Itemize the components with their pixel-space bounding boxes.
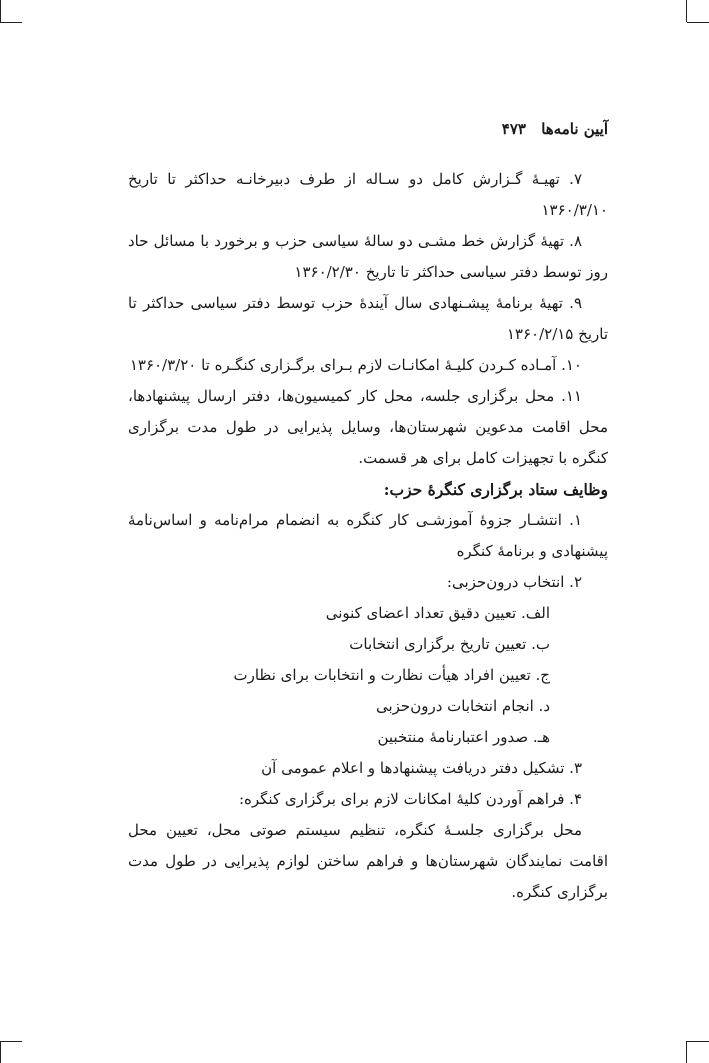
body-text — [128, 164, 608, 908]
section-subitem-e: هـ. صدور اعتبارنامهٔ منتخبین — [377, 728, 550, 746]
crop-mark — [686, 0, 687, 22]
crop-mark — [0, 0, 1, 22]
section-subitem-d: د. انجام انتخابات درون‌حزبی — [375, 697, 550, 715]
list-item-9: ۹. تهیهٔ برنامهٔ پیشـنهادی سال آیندهٔ حزب توسط دفتر سیاسی حداکثر تا تاریخ ۱۳۶۰/۲/۱۵ — [128, 294, 608, 343]
crop-mark — [0, 1041, 22, 1042]
book-page — [128, 0, 608, 1063]
crop-mark — [686, 1041, 687, 1063]
list-item-7: ۷. تهیـهٔ گـزارش کامل دو سـاله از طرف دبیرخانـه حداکثر تا تاریخ ۱۳۶۰/۳/۱۰ — [128, 170, 608, 219]
running-head — [502, 120, 608, 138]
section-item-4-detail: محل برگزاری جلسـهٔ کنگره، تنظیم سیستم صوتی محل، تعیین محل اقامت نمایندگان شهرستان‌ها و فراهم ساختن لوازم پذیرایی در طول مدت برگزاری کنگره. — [128, 821, 608, 901]
section-subitem-c: ج. تعیین افراد هیأت نظارت و انتخابات برای نظارت — [233, 666, 550, 684]
section-subitem-b: ب. تعیین تاریخ برگزاری انتخابات — [349, 635, 550, 653]
section-item-4: ۴. فراهم آوردن کلیهٔ امکانات لازم برای برگزاری کنگره: — [238, 790, 582, 808]
list-item-11: ۱۱. محل برگزاری جلسه، محل کار کمیسیون‌ها، دفتر ارسال پیشنهادها، محل اقامت مدعوین شهرستان‌ها، وسایل پذیرایی در طول مدت برگزاری کنگره با تجهیزات کامل برای هر قسمت. — [128, 387, 608, 467]
section-item-2: ۲. انتخاب درون‌حزبی: — [446, 573, 582, 591]
crop-mark — [687, 1041, 709, 1042]
section-subitem-a: الف. تعیین دقیق تعداد اعضای کنونی — [325, 604, 550, 622]
crop-mark — [0, 1041, 1, 1063]
section-heading: وظایف ستاد برگزاری کنگرهٔ حزب: — [383, 480, 608, 499]
section-item-3: ۳. تشکیل دفتر دریافت پیشنهادها و اعلام عمومی آن — [261, 759, 582, 777]
section-item-1: ۱. انتشـار جزوهٔ آموزشـی کار کنگره به انضمام مرام‌نامه و اساس‌نامهٔ پیشنهادی و برنامهٔ کنگره — [128, 511, 608, 560]
crop-mark — [687, 22, 709, 23]
list-item-8: ۸. تهیهٔ گزارش خط مشـی دو سالهٔ سیاسی حزب و برخورد با مسائل حاد روز توسط دفتر سیاسی حداکثر تا تاریخ ۱۳۶۰/۲/۳۰ — [128, 232, 608, 281]
crop-mark — [0, 22, 22, 23]
page-number: ۴۷۳ — [501, 120, 526, 138]
list-item-10: ۱۰. آمـاده کـردن کلیـهٔ امکانـات لازم بـرای برگـزاری کنگـره تا ۱۳۶۰/۳/۲۰ — [129, 356, 582, 374]
running-head-title: آیین نامه‌ها — [541, 120, 608, 138]
